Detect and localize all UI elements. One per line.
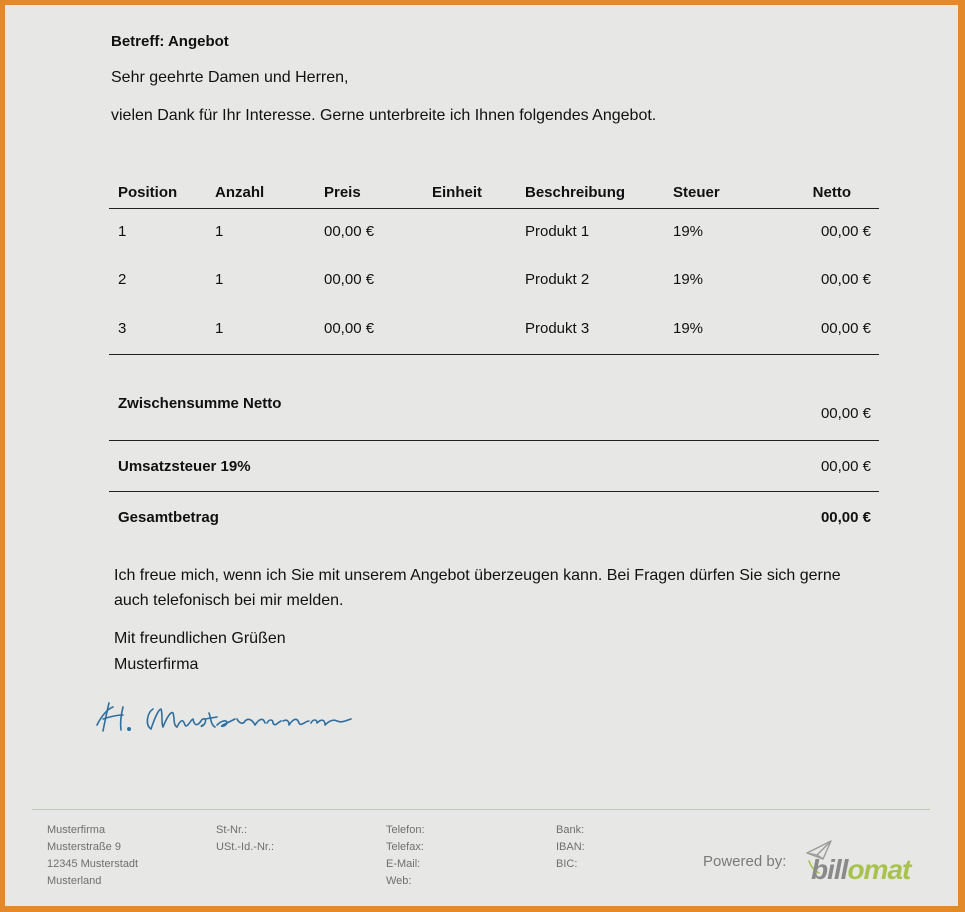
cell-position: 1	[118, 223, 127, 240]
footer-telefax: Telefax:	[386, 841, 424, 853]
header-anzahl: Anzahl	[215, 184, 265, 201]
subject-line: Betreff: Angebot	[111, 33, 229, 50]
intro-text: vielen Dank für Ihr Interesse. Gerne unterbreite ich Ihnen folgendes Angebot.	[111, 107, 657, 124]
powered-by-label: Powered by:	[703, 853, 787, 870]
cell-netto: 00,00 €	[820, 223, 871, 240]
tax-divider	[109, 491, 879, 492]
company-line: Musterfirma	[114, 656, 199, 673]
signature-icon	[93, 695, 393, 745]
offer-document	[5, 5, 958, 906]
cell-position: 3	[118, 320, 127, 337]
footer-address	[47, 822, 138, 890]
cell-beschreibung: Produkt 1	[525, 223, 590, 240]
footer-web: Web:	[386, 875, 412, 887]
tax-label: Umsatzsteuer 19%	[118, 458, 251, 475]
footer-contact	[386, 822, 425, 890]
cell-position: 2	[118, 271, 127, 288]
footer-tax	[216, 822, 274, 856]
total-value: 00,00 €	[820, 509, 871, 526]
footer-ust-id: USt.-Id.-Nr.:	[216, 841, 275, 853]
header-steuer: Steuer	[673, 184, 720, 201]
tax-value: 00,00 €	[820, 458, 871, 475]
signature	[93, 695, 393, 750]
cell-steuer: 19%	[673, 271, 704, 288]
header-divider	[109, 208, 879, 209]
cell-beschreibung: Produkt 2	[525, 271, 590, 288]
header-einheit: Einheit	[432, 184, 483, 201]
cell-netto: 00,00 €	[820, 320, 871, 337]
footer-city: 12345 Musterstadt	[47, 858, 139, 870]
cell-steuer: 19%	[673, 223, 704, 240]
footer-company: Musterfirma	[47, 824, 106, 836]
total-label: Gesamtbetrag	[118, 509, 219, 526]
header-netto: Netto	[812, 184, 851, 201]
footer-country: Musterland	[47, 875, 102, 887]
cell-netto: 00,00 €	[820, 271, 871, 288]
cell-steuer: 19%	[673, 320, 704, 337]
footer-street: Musterstraße 9	[47, 841, 121, 853]
regards-block	[114, 626, 286, 678]
cell-preis: 00,00 €	[324, 271, 375, 288]
cell-beschreibung: Produkt 3	[525, 320, 590, 337]
footer-email: E-Mail:	[386, 858, 421, 870]
greeting: Sehr geehrte Damen und Herren,	[111, 69, 349, 86]
subtotal-label: Zwischensumme Netto	[118, 395, 282, 412]
footer-st-nr: St-Nr.:	[216, 824, 248, 836]
table-bottom-divider	[109, 354, 879, 355]
cell-preis: 00,00 €	[324, 320, 375, 337]
header-position: Position	[118, 184, 178, 201]
closing-text: Ich freue mich, wenn ich Sie mit unserem Angebot überzeugen kann. Bei Fragen dürfen Sie sich gerne auch telefonisch bei mir melden.	[114, 567, 841, 609]
billomat-logo	[805, 837, 933, 888]
svg-text:billomat: billomat	[811, 854, 911, 883]
regards-line: Mit freundlichen Grüßen	[114, 630, 286, 647]
cell-anzahl: 1	[215, 320, 224, 337]
cell-anzahl: 1	[215, 223, 224, 240]
footer-bic: BIC:	[556, 858, 578, 870]
header-preis: Preis	[324, 184, 361, 201]
footer-divider	[32, 809, 930, 810]
footer-bank	[556, 822, 585, 873]
cell-preis: 00,00 €	[324, 223, 375, 240]
cell-anzahl: 1	[215, 271, 224, 288]
subtotal-value: 00,00 €	[820, 405, 871, 422]
footer-bank-name: Bank:	[556, 824, 585, 836]
paper-plane-icon	[805, 837, 933, 883]
footer-iban: IBAN:	[556, 841, 585, 853]
subtotal-divider	[109, 440, 879, 441]
footer-telefon: Telefon:	[386, 824, 425, 836]
header-beschreibung: Beschreibung	[525, 184, 626, 201]
